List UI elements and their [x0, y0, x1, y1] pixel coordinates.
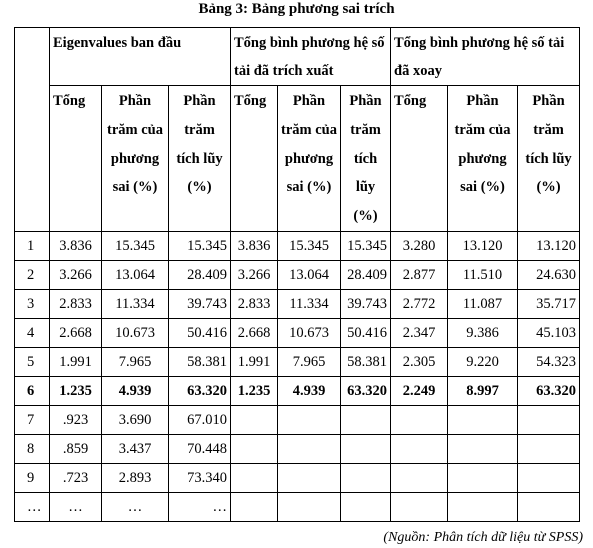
row-index-cell: 6	[15, 377, 50, 406]
table-cell	[518, 493, 580, 522]
table-cell: 28.409	[169, 261, 231, 290]
subheader-total: Tổng	[231, 86, 278, 232]
table-row	[15, 319, 580, 348]
table-cell: .859	[50, 435, 102, 464]
table-cell: …	[50, 493, 102, 522]
table-row	[15, 464, 580, 493]
table-cell: 2.249	[391, 377, 448, 406]
table-cell: 3.690	[102, 406, 169, 435]
table-cell: 11.334	[278, 290, 341, 319]
table-cell: 4.939	[102, 377, 169, 406]
row-index-cell: 9	[15, 464, 50, 493]
table-row	[15, 261, 580, 290]
table-cell	[341, 464, 391, 493]
table-cell: 45.103	[518, 319, 580, 348]
table-cell: 3.437	[102, 435, 169, 464]
table-cell: 2.305	[391, 348, 448, 377]
table-cell	[391, 493, 448, 522]
table-cell: 15.345	[169, 232, 231, 261]
table-cell	[518, 435, 580, 464]
table-cell	[278, 406, 341, 435]
table-cell: 13.120	[448, 232, 518, 261]
corner-cell	[15, 28, 50, 232]
table-cell: 7.965	[278, 348, 341, 377]
table-cell: 39.743	[341, 290, 391, 319]
table-cell: 1.991	[50, 348, 102, 377]
table-row	[15, 435, 580, 464]
subheader-pct-var: Phần trăm của phương sai (%)	[102, 86, 169, 232]
table-cell	[391, 435, 448, 464]
table-cell: 39.743	[169, 290, 231, 319]
table-cell	[391, 464, 448, 493]
table-cell	[448, 435, 518, 464]
table-cell: 50.416	[341, 319, 391, 348]
table-cell: 13.120	[518, 232, 580, 261]
table-cell: 11.334	[102, 290, 169, 319]
table-cell	[341, 435, 391, 464]
table-cell: 9.220	[448, 348, 518, 377]
table-cell: 15.345	[102, 232, 169, 261]
table-cell: 58.381	[169, 348, 231, 377]
table-row	[15, 290, 580, 319]
table-cell: …	[102, 493, 169, 522]
table-cell: 10.673	[278, 319, 341, 348]
group-header-initial: Eigenvalues ban đầu	[50, 28, 231, 86]
table-cell: 2.877	[391, 261, 448, 290]
table-cell: 63.320	[169, 377, 231, 406]
subheader-total: Tổng	[50, 86, 102, 232]
table-body	[15, 232, 580, 522]
row-index-cell: 1	[15, 232, 50, 261]
table-cell: 11.087	[448, 290, 518, 319]
table-cell	[448, 493, 518, 522]
table-cell: 15.345	[341, 232, 391, 261]
table-cell: 2.347	[391, 319, 448, 348]
row-index-cell: 8	[15, 435, 50, 464]
table-cell: 2.668	[50, 319, 102, 348]
table-cell: 3.280	[391, 232, 448, 261]
group-header-row	[15, 28, 580, 86]
table-cell: .723	[50, 464, 102, 493]
table-cell: 3.836	[231, 232, 278, 261]
table-row	[15, 348, 580, 377]
subheader-cum-pct: Phần trăm tích lũy (%)	[341, 86, 391, 232]
table-row	[15, 232, 580, 261]
table-row	[15, 377, 580, 406]
table-cell: 63.320	[518, 377, 580, 406]
table-cell	[391, 406, 448, 435]
table-cell: 3.836	[50, 232, 102, 261]
table-cell: .923	[50, 406, 102, 435]
table-cell: 50.416	[169, 319, 231, 348]
table-cell: 35.717	[518, 290, 580, 319]
subheader-cum-pct: Phần trăm tích lũy (%)	[518, 86, 580, 232]
table-cell: 2.668	[231, 319, 278, 348]
table-cell: 11.510	[448, 261, 518, 290]
table-cell: 28.409	[341, 261, 391, 290]
table-cell	[231, 493, 278, 522]
table-cell: …	[169, 493, 231, 522]
group-header-rotated: Tổng bình phương hệ số tải đã xoay	[391, 28, 580, 86]
table-row	[15, 493, 580, 522]
table-row	[15, 406, 580, 435]
table-cell	[518, 464, 580, 493]
table-cell: 3.266	[231, 261, 278, 290]
table-cell: 63.320	[341, 377, 391, 406]
table-cell	[278, 493, 341, 522]
table-cell	[231, 406, 278, 435]
table-cell: 13.064	[102, 261, 169, 290]
group-header-extracted: Tổng bình phương hệ số tải đã trích xuất	[231, 28, 391, 86]
table-cell	[231, 435, 278, 464]
source-note: (Nguồn: Phân tích dữ liệu từ SPSS)	[383, 530, 583, 545]
table-cell: 13.064	[278, 261, 341, 290]
table-cell: 2.772	[391, 290, 448, 319]
row-index-cell: 4	[15, 319, 50, 348]
table-cell	[518, 406, 580, 435]
table-cell	[341, 406, 391, 435]
table-title: Bảng 3: Bảng phương sai trích	[198, 1, 395, 17]
table-cell: 58.381	[341, 348, 391, 377]
table-cell	[341, 493, 391, 522]
table-cell: 2.893	[102, 464, 169, 493]
table-cell	[278, 435, 341, 464]
table-cell	[448, 464, 518, 493]
row-index-cell: 2	[15, 261, 50, 290]
sub-header-row	[15, 86, 580, 232]
subheader-pct-var: Phần trăm của phương sai (%)	[448, 86, 518, 232]
table-cell: 10.673	[102, 319, 169, 348]
table-cell	[448, 406, 518, 435]
subheader-total: Tổng	[391, 86, 448, 232]
table-cell: 7.965	[102, 348, 169, 377]
table-cell: 24.630	[518, 261, 580, 290]
row-index-cell: 3	[15, 290, 50, 319]
table-cell	[278, 464, 341, 493]
table-cell: 9.386	[448, 319, 518, 348]
table-cell: 67.010	[169, 406, 231, 435]
table-cell: 2.833	[231, 290, 278, 319]
table-cell: 1.991	[231, 348, 278, 377]
subheader-cum-pct: Phần trăm tích lũy (%)	[169, 86, 231, 232]
table-cell: 15.345	[278, 232, 341, 261]
table-cell: 8.997	[448, 377, 518, 406]
table-cell: 3.266	[50, 261, 102, 290]
table-cell: 70.448	[169, 435, 231, 464]
subheader-pct-var: Phần trăm của phương sai (%)	[278, 86, 341, 232]
table-cell: 1.235	[50, 377, 102, 406]
row-index-cell: …	[15, 493, 50, 522]
table-cell: 54.323	[518, 348, 580, 377]
table-cell: 1.235	[231, 377, 278, 406]
table-cell	[231, 464, 278, 493]
variance-table	[14, 27, 580, 522]
row-index-cell: 7	[15, 406, 50, 435]
table-cell: 2.833	[50, 290, 102, 319]
row-index-cell: 5	[15, 348, 50, 377]
table-cell: 4.939	[278, 377, 341, 406]
table-cell: 73.340	[169, 464, 231, 493]
